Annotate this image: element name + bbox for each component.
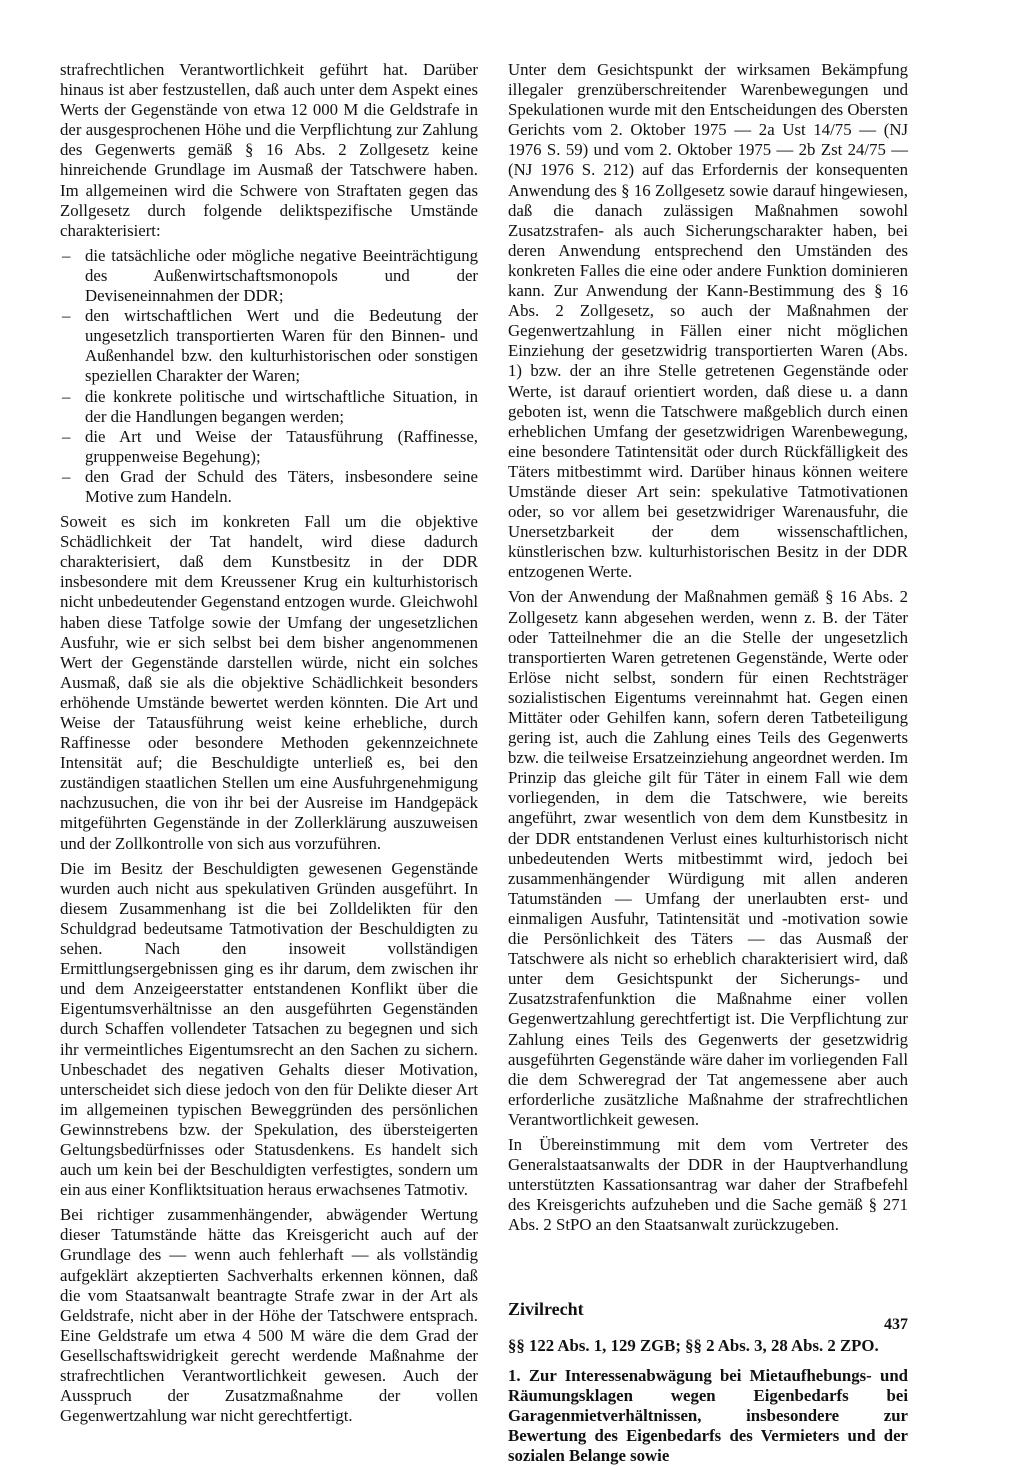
list-item: – die tatsächliche oder mögliche negative Beeinträchtigung des Außenwirtschaftsmonopols und der Deviseneinnahmen der DDR; — [60, 246, 478, 306]
list-item: – den Grad der Schuld des Täters, insbesondere seine Motive zum Handeln. — [60, 467, 478, 507]
headnote: 1. Zur Interessenabwägung bei Mietaufhebungs- und Räumungsklagen wegen Eigenbedarfs bei Garagenmietverhältnissen, insbesondere zur Bewertung des Eigenbedarfs des Vermieters und der sozialen Belange sowie — [508, 1365, 908, 1465]
circumstances-list — [60, 246, 478, 507]
paragraph: Von der Anwendung der Maßnahmen gemäß § 16 Abs. 2 Zollgesetz kann abgesehen werden, wenn z. B. der Täter oder Tatteilnehmer die an die Stelle der ungesetzlich transportierten Waren getretenen Gegenstände, Werte oder Erlöse nicht selbst, sondern für einen Rechtsträger sozialistischen Eigentums vereinnahmt hat. Gegen einen Mittäter oder Gehilfen kann, sofern deren Tatbeteiligung gering ist, auch die Zahlung eines Teils des Gegenwerts bzw. die teilweise Ersatzeinziehung angeordnet werden. Im Prinzip das gleiche gilt für Täter in einem Fall wie dem vorliegenden, in dem die Tatschwere, wie bereits angeführt, zwar wesentlich von dem dem Kunstbesitz in der DDR entstandenen Verlust eines kulturhistorisch nicht unbedeutenden Werts mitbestimmt wird, jedoch bei zusammenhängender Würdigung mit allen anderen Tatumständen — Umfang der unerlaubten erst- und einmaligen Ausfuhr, Tatintensität und -motivation sowie die Persönlichkeit des Täters — das Ausmaß der Tatschwere als nicht so erheblich charakterisiert wird, daß unter dem Gesichtspunkt der Sicherungs- und Zusatzstrafenfunktion die Maßnahme einer vollen Gegenwertzahlung gerechtfertigt ist. Die Verpflichtung zur Zahlung eines Teils des Gegenwerts der gesetzwidrig ausgeführten Gegenstände wäre daher im vorliegenden Fall die dem Schweregrad der Tat angemessene aber auch erforderliche zusätzliche Maßnahme der strafrechtlichen Verantwortlichkeit gewesen. — [508, 587, 908, 1129]
paragraph: Soweit es sich im konkreten Fall um die objektive Schädlichkeit der Tat handelt, wird diese dadurch charakterisiert, daß dem Kunstbesitz in der DDR insbesondere mit dem Kreussener Krug ein kulturhistorisch nicht unbedeutender Gegenstand entzogen wurde. Gleichwohl haben diese Tatfolge sowie der Umfang der ungesetzlichen Ausfuhr, wie er sich selbst bei dem bisher angenommenen Wert der Gegenstände darstellen würde, nicht ein solches Ausmaß, daß sie als die objektive Schädlichkeit besonders erhöhende Umstände bewertet werden könnten. Die Art und Weise der Tatausführung weist keine erhebliche, durch Raffinesse oder besondere Methoden gekennzeichnete Intensität auf; die Beschuldigte unterließ es, bei den zuständigen staatlichen Stellen um eine Ausfuhrgenehmigung nachzusuchen, die von ihr bei der Ausreise im Handgepäck mitgeführten Gegenstände in der Zollerklärung auszuweisen und der Zollkontrolle von sich aus vorzuführen. — [60, 512, 478, 853]
list-item: – den wirtschaftlichen Wert und die Bedeutung der ungesetzlich transportierten Waren für den Binnen- und Außenhandel bzw. den kulturhistorischen oder sonstigen speziellen Charakter der Waren; — [60, 306, 478, 386]
list-item: – die Art und Weise der Tatausführung (Raffinesse, gruppenweise Begehung); — [60, 427, 478, 467]
paragraph: Unter dem Gesichtspunkt der wirksamen Bekämpfung illegaler grenzüberschreitender Warenbewegungen und Spekulationen wurde mit den Entscheidungen des Obersten Gerichts vom 2. Oktober 1975 — 2a Ust 14/75 — (NJ 1976 S. 59) und vom 2. Oktober 1975 — 2b Zst 24/75 — (NJ 1976 S. 212) auf das Erfordernis der konsequenten Anwendung des § 16 Zollgesetz sowie darauf hingewiesen, daß die danach zulässigen Maßnahmen sowohl Zusatzstrafen- als auch Sicherungscharakter haben, bei deren Anwendung entsprechend den Umständen des konkreten Falles die eine oder andere Funktion dominieren kann. Zur Anwendung der Kann-Bestimmung des § 16 Abs. 2 Zollgesetz, so auch der Maßnahmen der Gegenwertzahlung in Fällen einer nicht möglichen Einziehung der gesetzwidrig transportierten Waren (Abs. 1) bzw. der an ihre Stelle getretenen Gegenstände oder Werte, ist darauf orientiert worden, daß diese u. a dann geboten ist, wenn die Tatschwere maßgeblich durch einen erheblichen Umfang der gesetzwidrigen Warenbewegung, eine besondere Tatintensität oder durch Rückfälligkeit des Täters mitbestimmt wird. Darüber hinaus können weitere Umstände dieser Art sein: spekulative Tatmotivationen oder, so vor allem bei gesetzwidriger Warenausfuhr, die Unersetzbarkeit der dem wissenschaftlichen, künstlerischen bzw. kulturhistorischen Besitz in der DDR entzogenen Werte. — [508, 60, 908, 582]
paragraph: Die im Besitz der Beschuldigten gewesenen Gegenstände wurden auch nicht aus spekulativen Gründen ausgeführt. In diesem Zusammenhang ist die bei Zolldelikten für den Schuldgrad bedeutsame Tatmotivation der Beschuldigten zu sehen. Nach den insoweit vollständigen Ermittlungsergebnissen ging es ihr darum, dem zwischen ihr und dem Anzeigeerstatter entstandenen Konflikt über die Eigentumsverhältnisse an den ausgeführten Gegenständen durch Schaffen vollendeter Tatsachen zu begegnen und sich ihr vermeintliches Eigentumsrecht an den Sachen zu sichern. Unbeschadet des negativen Gehalts dieser Motivation, unterscheidet sich diese jedoch von den für Delikte dieser Art im allgemeinen typischen Beweggründen des persönlichen Gewinnstrebens bzw. der Spekulation, des übersteigerten Geltungsbedürfnisses oder Statusdenkens. Es handelt sich auch um kein bei der Beschuldigten verfestigtes, sondern um ein aus einer Konfliktsituation heraus erwachsenes Tatmotiv. — [60, 858, 478, 1200]
right-column — [508, 60, 908, 1466]
paragraph: strafrechtlichen Verantwortlichkeit geführt hat. Darüber hinaus ist aber festzustellen, daß auch unter dem Aspekt eines Werts der Gegenstände von etwa 12 000 M die Geldstrafe in der ausgesprochenen Höhe und die Verpflichtung zur Zahlung des Gegenwerts gemäß § 16 Abs. 2 Zollgesetz keine hinreichende Grundlage im Ausmaß der Tatschwere haben. Im allgemeinen wird die Schwere von Straftaten gegen das Zollgesetz durch folgende deliktspezifische Umstände charakterisiert: — [60, 60, 478, 240]
left-column — [60, 60, 478, 1431]
paragraph: Bei richtiger zusammenhängender, abwägender Wertung dieser Tatumstände hätte das Kreisgericht auch auf der Grundlage des — wenn auch fehlerhaft — als vollständig aufgeklärt akzeptierten Sachverhalts erkennen können, daß die vom Staatsanwalt beantragte Strafe zwar in der Art als Geldstrafe, nicht aber in der Höhe der Tatschwere entsprach. Eine Geldstrafe um etwa 4 500 M wäre die dem Grad der Gesellschaftswidrigkeit gerecht werdende Maßnahme der strafrechtlichen Verantwortlichkeit gewesen. Auch der Ausspruch der Zusatzmaßnahme der vollen Gegenwertzahlung war nicht gerechtfertigt. — [60, 1205, 478, 1426]
paragraph: In Übereinstimmung mit dem vom Vertreter des Generalstaatsanwalts der DDR in der Hauptverhandlung unterstützten Kassationsantrag war daher der Strafbefehl des Kreisgerichts aufzuheben und die Sache gemäß § 271 Abs. 2 StPO an den Staatsanwalt zurückzugeben. — [508, 1134, 908, 1235]
section-title: Zivilrecht — [508, 1299, 584, 1320]
statute-reference: §§ 122 Abs. 1, 129 ZGB; §§ 2 Abs. 3, 28 Abs. 2 ZPO. — [508, 1335, 879, 1355]
list-item: – die konkrete politische und wirtschaftliche Situation, in der die Handlungen begangen werden; — [60, 387, 478, 427]
page-number: 437 — [884, 1316, 908, 1333]
